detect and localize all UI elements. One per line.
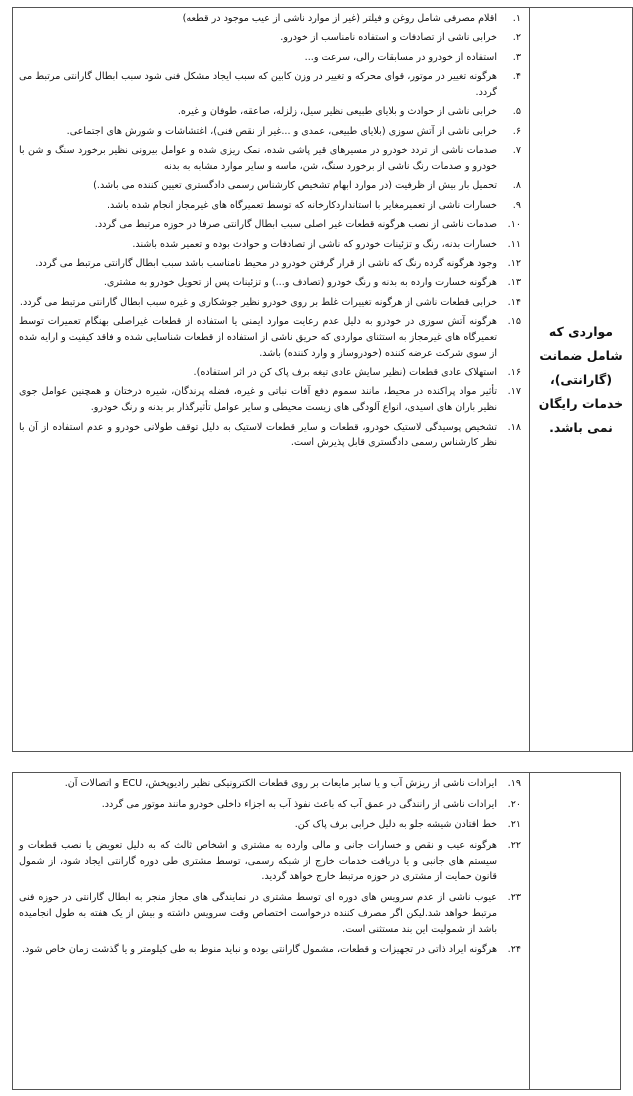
warranty-exclusions-table-1 — [12, 7, 633, 752]
exclusion-text: ایرادات ناشی از رانندگی در عمق آب که باعث نفوذ آب به اجزاء داخلی خودرو مانند موتور می گردد. — [101, 798, 497, 810]
exclusion-text: هرگونه تغییر در موتور، قوای محرکه و تغییر در وزن کابین که سبب ایجاد مشکل فنی شود سبب ابطال گارانتی مرتبط می گردد. — [19, 71, 497, 98]
exclusion-text: وجود هرگونه گرده رنگ که ناشی از قرار گرفتن خودرو در محیط نامناسب باشد سبب ابطال گارانتی مرتبط می گردد. — [35, 257, 497, 269]
exclusion-text: خرابی ناشی از تصادفات و استفاده نامناسب از خودرو. — [280, 32, 497, 44]
exclusion-text: خط افتادن شیشه جلو به دلیل خرابی برف پاک کن. — [294, 819, 497, 831]
exclusion-item — [19, 256, 521, 272]
exclusion-text: استفاده از خودرو در مسابقات رالی، سرعت و... — [304, 51, 497, 63]
exclusions-heading: مواردی که شامل ضمانت (گارانتی)، خدمات رایگان نمی باشد. — [538, 323, 624, 435]
exclusion-item — [19, 143, 521, 175]
exclusion-number: ۱۸. — [507, 421, 521, 433]
exclusion-text: تأثیر مواد پراکنده در محیط، مانند سموم دفع آفات نباتی و غیره، فضله پرندگان، شیره درختان و همچنین عوامل جوی نظیر باران های اسیدی، انواع آلودگی های زیست محیطی و سایر عوامل تأثیرگذار بر بدنه و رنگ خودرو. — [19, 386, 497, 414]
exclusion-number: ۱۱. — [507, 238, 521, 250]
exclusion-item — [19, 295, 521, 311]
exclusion-item — [19, 104, 521, 120]
exclusion-number: ۲۳. — [507, 891, 521, 903]
exclusion-item — [19, 11, 521, 27]
exclusion-text: خرابی ناشی از حوادث و بلایای طبیعی نظیر سیل، زلزله، صاعقه، طوفان و غیره. — [177, 106, 497, 118]
exclusion-item — [19, 69, 521, 101]
exclusion-number: ۱۴. — [507, 296, 521, 308]
exclusion-item — [19, 124, 521, 140]
exclusion-number: ۷. — [512, 145, 521, 157]
exclusion-number: ۶. — [512, 125, 521, 137]
exclusion-text: خسارات بدنه، رنگ و تزئینات خودرو که ناشی از تصادفات و حوادث بوده و تعمیر شده باشند. — [132, 238, 497, 250]
exclusion-text: خرابی قطعات ناشی از هرگونه تغییرات غلط بر روی خودرو نظیر جوشکاری و غیره سبب ابطال گارانتی مرتبط می گردد. — [19, 296, 497, 308]
exclusion-item — [19, 384, 521, 416]
exclusions-heading-cell — [530, 8, 633, 752]
exclusion-number: ۲. — [512, 32, 521, 44]
exclusion-number: ۹. — [512, 199, 521, 211]
exclusion-text: هرگونه ایراد ذاتی در تجهیزات و قطعات، مشمول گارانتی بوده و نباید منوط به طی کیلومتر و یا گذشت زمان خاص شود. — [21, 944, 497, 956]
exclusion-text: هرگونه خسارت وارده به بدنه و رنگ خودرو (تصادف و...) و تزئینات پس از تحویل خودرو به مشتری. — [103, 277, 497, 289]
exclusion-item — [19, 50, 521, 66]
exclusion-text: صدمات ناشی از تردد خودرو در مسیرهای قیر پاشی شده، نمک ریزی شده و عوامل بیرونی نظیر برخورد سنگ و شن با خودرو و صدمات رنگ ناشی از برخورد سنگ، شن، ماسه و سایر موارد مشابه به بدنه — [19, 145, 497, 172]
exclusions-list-cell-2 — [13, 773, 530, 1090]
exclusion-item — [19, 365, 521, 381]
exclusion-number: ۱۶. — [507, 367, 521, 379]
exclusion-number: ۲۰. — [507, 798, 521, 810]
exclusion-item — [19, 217, 521, 233]
exclusion-number: ۲۴. — [507, 944, 521, 956]
exclusion-text: تحمیل بار بیش از ظرفیت (در موارد ابهام تشخیص کارشناس رسمی دادگستری تعیین کننده می باشد.) — [93, 180, 497, 192]
exclusion-item — [19, 30, 521, 46]
exclusion-item — [19, 314, 521, 361]
exclusion-text: ایرادات ناشی از ریزش آب و یا سایر مایعات بر روی قطعات الکترونیکی نظیر رادیوپخش، ECU و اتصالات آن. — [64, 778, 497, 789]
exclusion-item — [19, 420, 521, 452]
exclusion-number: ۱۳. — [507, 277, 521, 289]
exclusion-number: ۵. — [512, 106, 521, 118]
exclusion-number: ۲۱. — [507, 819, 521, 831]
exclusion-item — [19, 942, 521, 958]
exclusion-item — [19, 275, 521, 291]
exclusion-item — [19, 890, 521, 937]
exclusion-number: ۸. — [512, 180, 521, 192]
warranty-exclusions-table-2 — [12, 772, 621, 1090]
exclusion-text: هرگونه عیب و نقص و خسارات جانی و مالی وارده به مشتری و اشخاص ثالث که به دلیل تعویض یا نصب قطعات و سیستم های جانبی و یا دریافت خدمات خارج از شبکه رسمی، توسط مشتری طی دوره گارانتی ایجاد شود، از شمول قانون حمایت از مشتری در حوزه مرتبط خارج خواهد گردید. — [19, 839, 497, 883]
exclusion-text: هرگونه آتش سوزی در خودرو به دلیل عدم رعایت موارد ایمنی یا استفاده از قطعات غیراصلی بهنگام تعمیرات توسط تعمیرگاه های غیرمجاز به استثنای مواردی که حریق ناشی از استفاده از قطعات شناسایی شده و فاقد کیفیت و ارایه شده از سوی شرکت عرضه کننده (خودروساز و وارد کننده) باشد. — [19, 316, 497, 359]
exclusion-item — [19, 198, 521, 214]
exclusion-item — [19, 838, 521, 885]
exclusion-number: ۴. — [512, 71, 521, 83]
exclusion-text: خرابی ناشی از آتش سوزی (بلایای طبیعی، عمدی و ...غیر از نقص فنی)، اغتشاشات و شورش های اجتماعی. — [66, 125, 497, 137]
exclusion-number: ۱۵. — [507, 316, 521, 328]
exclusion-number: ۲۲. — [507, 839, 521, 851]
exclusion-number: ۳. — [512, 51, 521, 63]
exclusion-number: ۱۷. — [507, 386, 521, 398]
exclusion-item — [19, 817, 521, 833]
exclusion-text: اقلام مصرفی شامل روغن و فیلتر (غیر از موارد ناشی از عیب موجود در قطعه) — [182, 13, 497, 24]
exclusions-list-2 — [19, 776, 521, 958]
exclusion-text: خسارات ناشی از تعمیرمغایر با استانداردکارخانه که توسط تعمیرگاه های غیرمجاز انجام شده باشد. — [106, 199, 497, 211]
exclusion-text: صدمات ناشی از نصب هرگونه قطعات غیر اصلی سبب ابطال گارانتی صرفا در حوزه مرتبط می گردد. — [94, 219, 497, 231]
exclusion-text: عیوب ناشی از عدم سرویس های دوره ای توسط مشتری در نمایندگی های مجاز منجر به ابطال گارانتی در حوزه فنی مرتبط خواهد شد.لیکن اگر مصرف کننده درخواست اختصاص وقت سرویس داشته و بیش از یک هفته به طول انجامیده باشد از شمولیت این بند مستثنی است. — [19, 891, 497, 935]
exclusion-number: ۱۹. — [507, 778, 521, 789]
exclusion-item — [19, 797, 521, 813]
exclusion-number: ۱. — [512, 13, 521, 24]
empty-side-cell — [530, 773, 621, 1090]
exclusions-list-cell — [13, 8, 530, 752]
exclusion-item — [19, 178, 521, 194]
exclusion-number: ۱۰. — [507, 219, 521, 231]
exclusion-text: تشخیص پوسیدگی لاستیک خودرو، قطعات و سایر قطعات لاستیک به دلیل توقف طولانی خودرو و عدم استفاده از آن با نظر کارشناس رسمی دادگستری قابل پذیرش است. — [19, 421, 497, 449]
exclusion-number: ۱۲. — [507, 257, 521, 269]
exclusion-text: استهلاک عادی قطعات (نظیر سایش عادی تیغه برف پاک کن در اثر استفاده). — [193, 367, 497, 379]
exclusion-item — [19, 776, 521, 792]
exclusion-item — [19, 237, 521, 253]
exclusions-list — [19, 11, 521, 451]
